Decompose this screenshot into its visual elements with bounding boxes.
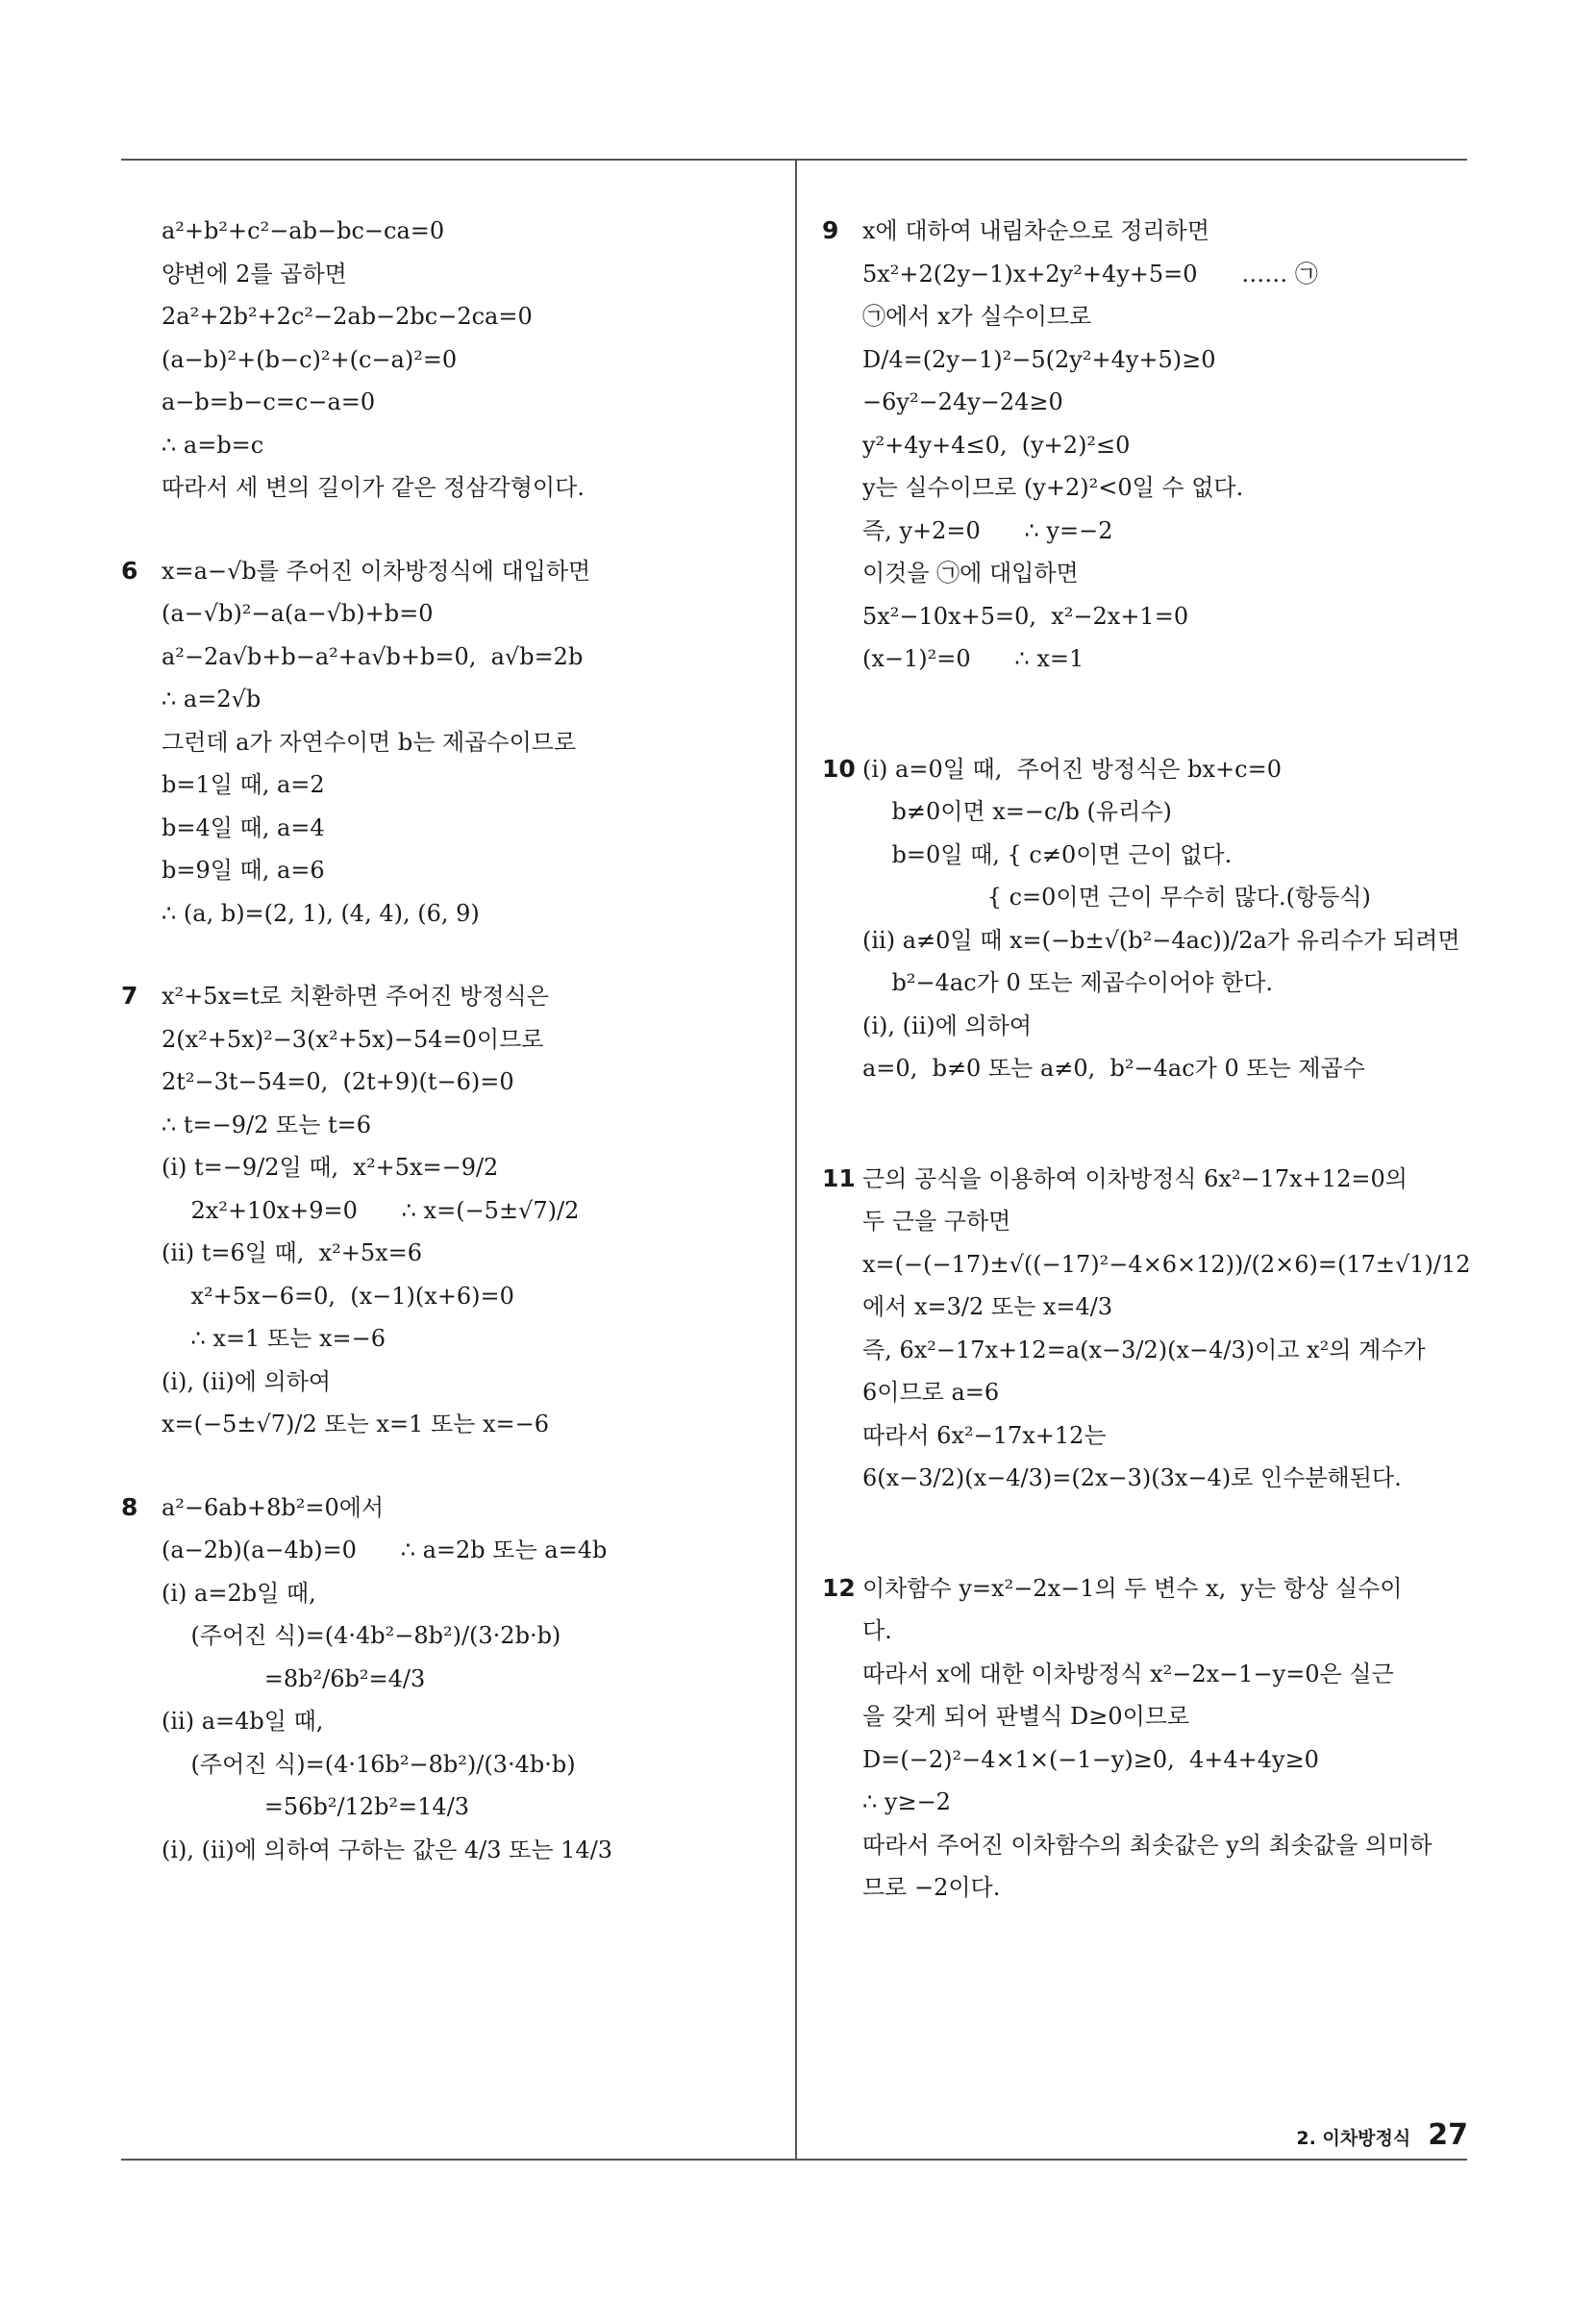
solution-line: 이것을 ㉠에 대입하면	[862, 560, 1079, 587]
solution-line: 5x²+2(2y−1)x+2y²+4y+5=0 …… ㉠	[862, 260, 1318, 287]
problem-number: 6	[121, 556, 138, 585]
solution-line: 따라서 주어진 이차함수의 최솟값은 y의 최솟값을 의미하	[862, 1831, 1433, 1859]
solution-line: b=4일 때, a=4	[162, 813, 325, 841]
solution-line: =56b²/12b²=14/3	[162, 1793, 470, 1820]
page-number: 27	[1428, 2118, 1468, 2152]
column-divider	[795, 159, 797, 2159]
solution-line: 2t²−3t−54=0, (2t+9)(t−6)=0	[162, 1068, 514, 1095]
solution-line: 그런데 a가 자연수이면 b는 제곱수이므로	[162, 728, 577, 756]
solution-line: 5x²−10x+5=0, x²−2x+1=0	[862, 602, 1189, 630]
right-column	[822, 210, 1476, 1910]
chapter-label: 2. 이차방정식	[1296, 2128, 1411, 2149]
solution-line: (i), (ii)에 의하여	[162, 1367, 332, 1395]
solution-line: y²+4y+4≤0, (y+2)²≤0	[862, 431, 1131, 459]
intro-line: 따라서 세 변의 길이가 같은 정삼각형이다.	[162, 474, 585, 501]
solution-line: (x−1)²=0 ∴ x=1	[862, 645, 1084, 672]
problem-11	[822, 1158, 1476, 1500]
problem-9	[822, 210, 1476, 681]
solution-line: (a−2b)(a−4b)=0 ∴ a=2b 또는 a=4b	[162, 1537, 608, 1563]
solution-line: b≠0이면 x=−c/b (유리수)	[862, 798, 1172, 825]
solution-line: { c=0이면 근이 무수히 많다.(항등식)	[862, 884, 1371, 911]
solution-line: 6(x−3/2)(x−4/3)=(2x−3)(3x−4)로 인수분해된다.	[862, 1464, 1402, 1491]
solution-line: x=(−(−17)±√((−17)²−4×6×12))/(2×6)=(17±√1)/12	[862, 1250, 1471, 1278]
solution-line: a²−6ab+8b²=0에서	[162, 1493, 385, 1521]
solution-line: D/4=(2y−1)²−5(2y²+4y+5)≥0	[862, 345, 1216, 373]
page-footer	[1296, 2118, 1468, 2152]
problem-8	[121, 1487, 775, 1872]
solution-line: 즉, y+2=0 ∴ y=−2	[862, 516, 1113, 544]
problem-number: 8	[121, 1492, 138, 1521]
problem-number: 10	[822, 754, 856, 783]
solution-line: 2(x²+5x)²−3(x²+5x)−54=0이므로	[162, 1025, 544, 1053]
problem-number: 11	[822, 1163, 856, 1192]
solution-line: b=0일 때, { c≠0이면 근이 없다.	[862, 840, 1233, 868]
solution-line: ∴ a=2√b	[162, 686, 262, 712]
solution-line: x에 대하여 내림차순으로 정리하면	[862, 217, 1209, 244]
solution-line: 두 근을 구하면	[862, 1208, 1011, 1235]
solution-line: 6이므로 a=6	[862, 1379, 1000, 1406]
solution-line: (a−√b)²−a(a−√b)+b=0	[162, 600, 434, 627]
solution-line: ∴ y≥−2	[862, 1788, 951, 1815]
problem-10	[822, 748, 1476, 1090]
solution-line: (i) a=0일 때, 주어진 방정식은 bx+c=0	[862, 755, 1282, 783]
solution-line: (ii) a=4b일 때,	[162, 1708, 324, 1735]
top-rule	[121, 159, 1467, 161]
intro-line: a²+b²+c²−ab−bc−ca=0	[162, 217, 445, 244]
solution-line: y는 실수이므로 (y+2)²<0일 수 없다.	[862, 474, 1244, 501]
solution-line: 므로 −2이다.	[862, 1874, 1001, 1901]
solution-line: a²−2a√b+b−a²+a√b+b=0, a√b=2b	[162, 642, 584, 670]
solution-line: 따라서 x에 대한 이차방정식 x²−2x−1−y=0은 실근	[862, 1660, 1394, 1687]
solution-line: =8b²/6b²=4/3	[162, 1664, 426, 1692]
solution-line: x²+5x=t로 치환하면 주어진 방정식은	[162, 983, 549, 1010]
solution-line: x²+5x−6=0, (x−1)(x+6)=0	[162, 1282, 514, 1310]
intro-continuation	[121, 210, 775, 510]
solution-line: D=(−2)²−4×1×(−1−y)≥0, 4+4+4y≥0	[862, 1745, 1319, 1773]
solution-line: 이차함수 y=x²−2x−1의 두 변수 x, y는 항상 실수이	[862, 1574, 1403, 1602]
solution-line: ∴ (a, b)=(2, 1), (4, 4), (6, 9)	[162, 899, 480, 927]
solution-line: 즉, 6x²−17x+12=a(x−3/2)(x−4/3)이고 x²의 계수가	[862, 1336, 1426, 1363]
solution-line: (i) t=−9/2일 때, x²+5x=−9/2	[162, 1154, 499, 1181]
problem-12	[822, 1567, 1476, 1910]
solution-line: b=1일 때, a=2	[162, 771, 325, 798]
solution-line: 에서 x=3/2 또는 x=4/3	[862, 1293, 1113, 1320]
solution-line: (i), (ii)에 의하여	[862, 1012, 1033, 1039]
solution-line: 근의 공식을 이용하여 이차방정식 6x²−17x+12=0의	[862, 1164, 1408, 1192]
solution-line: (ii) t=6일 때, x²+5x=6	[162, 1239, 423, 1266]
intro-line: 2a²+2b²+2c²−2ab−2bc−2ca=0	[162, 303, 533, 330]
problem-number: 9	[822, 216, 839, 244]
bottom-rule	[121, 2159, 1467, 2161]
solution-line: 따라서 6x²−17x+12는	[862, 1421, 1107, 1449]
solution-line: b=9일 때, a=6	[162, 857, 325, 884]
intro-line: ∴ a=b=c	[162, 431, 264, 459]
solution-line: (i), (ii)에 의하여 구하는 값은 4/3 또는 14/3	[162, 1836, 613, 1863]
solution-line: −6y²−24y−24≥0	[862, 388, 1063, 415]
solution-line: 다.	[862, 1617, 892, 1644]
problem-number: 12	[822, 1573, 856, 1602]
intro-line: a−b=b−c=c−a=0	[162, 388, 376, 415]
problem-6	[121, 550, 775, 936]
solution-line: b²−4ac가 0 또는 제곱수이어야 한다.	[862, 969, 1274, 996]
solution-line: (i) a=2b일 때,	[162, 1579, 316, 1607]
solution-line: ㉠에서 x가 실수이므로	[862, 303, 1092, 330]
solution-line: x=a−√b를 주어진 이차방정식에 대입하면	[162, 557, 591, 585]
left-column	[121, 210, 775, 1871]
solution-line: (주어진 식)=(4·4b²−8b²)/(3·2b·b)	[162, 1622, 561, 1649]
solution-line: x=(−5±√7)/2 또는 x=1 또는 x=−6	[162, 1411, 549, 1437]
solution-line: 2x²+10x+9=0 ∴ x=(−5±√7)/2	[162, 1196, 580, 1224]
intro-line: 양변에 2를 곱하면	[162, 260, 347, 287]
solution-line: (ii) a≠0일 때 x=(−b±√(b²−4ac))/2a가 유리수가 되려면	[862, 926, 1460, 954]
solution-line: (주어진 식)=(4·16b²−8b²)/(3·4b·b)	[162, 1750, 576, 1778]
solution-line: 을 갖게 되어 판별식 D≥0이므로	[862, 1703, 1190, 1730]
problem-7	[121, 975, 775, 1446]
problem-number: 7	[121, 982, 138, 1010]
solution-line: ∴ t=−9/2 또는 t=6	[162, 1111, 372, 1138]
solution-line: ∴ x=1 또는 x=−6	[162, 1325, 386, 1352]
solution-line: a=0, b≠0 또는 a≠0, b²−4ac가 0 또는 제곱수	[862, 1055, 1365, 1082]
intro-line: (a−b)²+(b−c)²+(c−a)²=0	[162, 345, 458, 373]
